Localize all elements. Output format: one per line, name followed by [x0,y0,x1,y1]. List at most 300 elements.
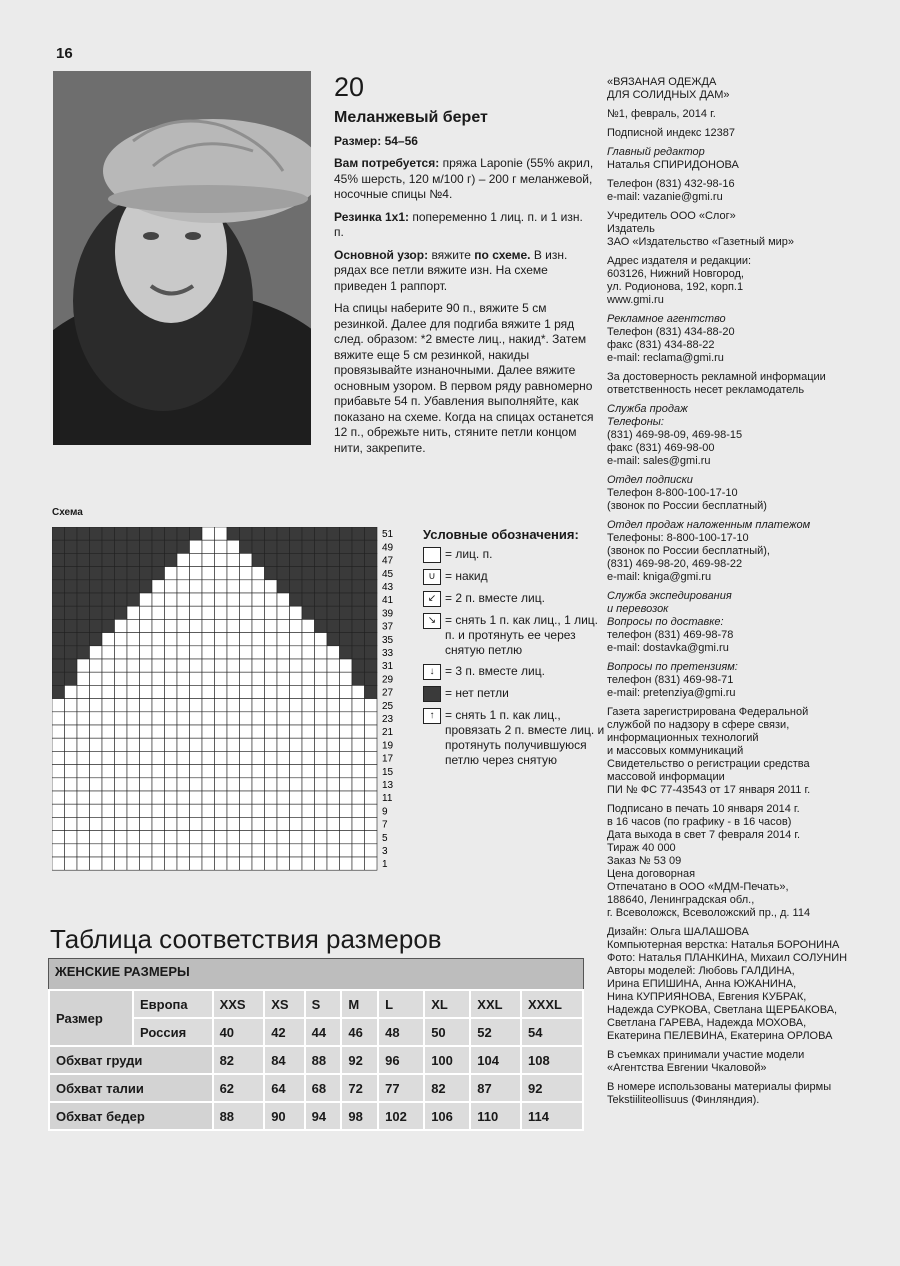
row-number: 33 [382,648,394,659]
stitch-cell [127,646,140,659]
stitch-cell [302,699,315,712]
stitch-cell [152,646,165,659]
no-stitch-cell [340,646,353,659]
stitch-cell [227,817,240,830]
stitch-cell [115,659,128,672]
no-stitch-cell [327,527,340,540]
stitch-cell [190,725,203,738]
stitch-cell [190,540,203,553]
stitch-cell [152,619,165,632]
row-number: 11 [382,793,393,805]
model-photo [53,71,311,445]
table-cell: 98 [341,1102,378,1130]
stitch-cell [290,738,303,751]
imprint-line: В съемках принимали участие модели [607,1049,805,1061]
no-stitch-cell [327,619,340,632]
row-number: 25 [382,700,394,712]
stitch-cell [215,567,228,580]
stitch-cell [215,619,228,632]
no-stitch-cell [65,646,78,659]
stitch-cell [327,672,340,685]
main-pattern-bold: по схеме. [474,247,531,262]
stitch-cell [327,817,340,830]
imprint-line: г. Всеволожск, Всеволожский пр., д. 114 [607,907,811,919]
no-stitch-cell [277,567,290,580]
imprint-group [607,146,897,172]
stitch-cell [140,633,153,646]
row-number: 49 [382,542,394,554]
stitch-cell [190,844,203,857]
legend-item [423,686,608,702]
stitch-cell [177,778,190,791]
no-stitch-cell [65,633,78,646]
stitch-cell [277,751,290,764]
imprint-line: ПИ № ФС 77-43543 от 17 января 2011 г. [607,784,811,796]
no-stitch-cell [52,646,65,659]
stitch-cell [352,751,365,764]
stitch-cell [190,685,203,698]
stitch-cell [202,738,215,751]
stitch-cell [165,685,178,698]
stitch-cell [290,646,303,659]
size-table [48,958,584,1131]
stitch-cell [90,659,103,672]
rib-line [334,210,596,241]
no-stitch-cell [77,527,90,540]
no-stitch-cell [152,553,165,566]
no-stitch-cell [77,540,90,553]
stitch-cell [77,659,90,672]
imprint-heading: Служба продаж [607,403,688,415]
stitch-cell [190,580,203,593]
stitch-cell [165,633,178,646]
stitch-cell [102,844,115,857]
no-stitch-cell [77,646,90,659]
stitch-cell [340,685,353,698]
stitch-cell [302,738,315,751]
stitch-cell [252,738,265,751]
stitch-cell [265,633,278,646]
stitch-cell [352,817,365,830]
legend-text: = нет петли [445,686,509,700]
no-stitch-cell [127,580,140,593]
stitch-cell [140,646,153,659]
row-number: 13 [382,780,394,791]
stitch-cell [127,633,140,646]
stitch-cell [127,857,140,870]
stitch-cell [227,619,240,632]
stitch-cell [65,738,78,751]
no-stitch-cell [365,580,378,593]
no-stitch-cell [65,659,78,672]
stitch-cell [340,738,353,751]
stitch-cell [290,725,303,738]
no-stitch-cell [65,567,78,580]
imprint-group [607,313,897,365]
stitch-cell [215,831,228,844]
no-stitch-cell [90,567,103,580]
no-stitch-cell [352,527,365,540]
no-stitch-cell [165,553,178,566]
stitch-cell [327,804,340,817]
no-stitch-cell [127,553,140,566]
imprint-group [607,1081,897,1107]
stitch-cell [352,804,365,817]
stitch-cell [202,685,215,698]
stitch-cell [190,553,203,566]
no-stitch-cell [315,593,328,606]
stitch-cell [252,831,265,844]
main-pattern-label: Основной узор: [334,247,429,262]
stitch-cell [215,685,228,698]
stitch-cell [190,567,203,580]
stitch-cell [177,567,190,580]
stitch-cell [102,738,115,751]
stitch-cell [277,778,290,791]
table-cell: XL [424,990,470,1018]
stitch-cell [90,765,103,778]
stitch-cell [265,646,278,659]
row-number: 35 [382,634,394,646]
stitch-cell [315,725,328,738]
no-stitch-cell [127,567,140,580]
imprint-line: (831) 469-98-20, 469-98-22 [607,558,743,570]
no-stitch-cell [140,567,153,580]
stitch-cell [215,659,228,672]
stitch-cell [252,619,265,632]
table-cell: M [341,990,378,1018]
table-cell: 54 [521,1018,583,1046]
stitch-cell [77,699,90,712]
stitch-cell [127,817,140,830]
no-stitch-cell [127,593,140,606]
table-cell: 77 [378,1074,424,1102]
imprint-group [607,76,897,102]
imprint-line: Подписано в печать 10 января 2014 г. [607,803,800,815]
no-stitch-cell [290,527,303,540]
imprint-line: Заказ № 53 09 [607,855,682,867]
no-stitch-cell [327,540,340,553]
table-cell: 44 [305,1018,342,1046]
imprint-line: Екатерина ПЕЛЕВИНА, Екатерина ОРЛОВА [607,1030,833,1042]
stitch-cell [240,672,253,685]
stitch-cell [265,791,278,804]
size-line [334,134,596,150]
stitch-cell [127,659,140,672]
stitch-cell [302,725,315,738]
imprint-line: Газета зарегистрирована Федеральной [607,706,809,718]
stitch-cell [140,659,153,672]
stitch-cell [290,817,303,830]
table-cell: 106 [424,1102,470,1130]
table-cell: 40 [213,1018,265,1046]
legend-text: = 2 п. вместе лиц. [445,591,545,605]
stitch-cell [177,751,190,764]
stitch-cell [327,791,340,804]
stitch-cell [340,804,353,817]
stitch-cell [65,844,78,857]
no-stitch-cell [302,527,315,540]
stitch-cell [102,791,115,804]
table-cell: 68 [305,1074,342,1102]
stitch-cell [252,804,265,817]
stitch-cell [202,791,215,804]
stitch-cell [265,751,278,764]
no-stitch-cell [327,593,340,606]
no-stitch-cell [52,619,65,632]
no-stitch-cell [65,553,78,566]
stitch-cell [102,817,115,830]
stitch-cell [127,791,140,804]
no-stitch-cell [340,553,353,566]
stitch-cell [165,593,178,606]
stitch-cell [315,844,328,857]
stitch-cell [215,646,228,659]
stitch-cell [152,751,165,764]
stitch-cell [102,646,115,659]
stitch-cell [290,831,303,844]
stitch-cell [340,751,353,764]
stitch-cell [277,593,290,606]
stitch-cell [352,844,365,857]
stitch-cell [227,831,240,844]
stitch-cell [315,738,328,751]
stitch-cell [340,817,353,830]
stitch-cell [177,817,190,830]
stitch-cell [90,725,103,738]
no-stitch-cell [52,672,65,685]
imprint-line: e-mail: pretenziya@gmi.ru [607,687,736,699]
stitch-cell [240,580,253,593]
row-number: 1 [382,859,388,871]
stitch-cell [77,738,90,751]
row-number: 31 [382,661,394,673]
stitch-cell [52,699,65,712]
no-stitch-cell [365,567,378,580]
stitch-cell [290,844,303,857]
stitch-cell [77,778,90,791]
stitch-cell [252,699,265,712]
no-stitch-cell [340,540,353,553]
imprint-line: Телефоны: 8-800-100-17-10 [607,532,749,544]
no-stitch-cell [90,593,103,606]
stitch-cell [277,738,290,751]
row-number: 39 [382,608,394,620]
stitch-cell [327,646,340,659]
imprint-group [607,371,897,397]
stitch-cell [127,765,140,778]
stitch-cell [202,751,215,764]
imprint-heading: Главный редактор [607,146,705,158]
row-number: 15 [382,766,394,778]
stitch-cell [140,857,153,870]
stitch-cell [302,844,315,857]
table-cell: 114 [521,1102,583,1130]
stitch-cell [140,712,153,725]
no-stitch-cell [152,540,165,553]
imprint-line: ЗАО «Издательство «Газетный мир» [607,236,795,248]
no-stitch-cell [115,527,128,540]
no-stitch-cell [352,633,365,646]
stitch-cell [227,685,240,698]
stitch-cell [340,712,353,725]
row-number: 43 [382,582,394,593]
stitch-cell [90,738,103,751]
stitch-cell [102,712,115,725]
imprint-line: ДЛЯ СОЛИДНЫХ ДАМ» [607,89,730,101]
stitch-cell [202,778,215,791]
no-stitch-cell [340,527,353,540]
stitch-cell [215,844,228,857]
legend-text: = снять 1 п. как лиц., провязать 2 п. вместе лиц. и протянуть получившуюся петлю через снятую [445,708,605,767]
stitch-cell [365,712,378,725]
stitch-cell [115,751,128,764]
stitch-cell [190,831,203,844]
stitch-cell [327,725,340,738]
stitch-cell [165,817,178,830]
no-stitch-cell [252,540,265,553]
stitch-cell [190,619,203,632]
no-stitch-cell [302,593,315,606]
row-number: 21 [382,727,394,739]
stitch-cell [290,778,303,791]
stitch-cell [302,685,315,698]
stitch-cell [315,791,328,804]
imprint-line: информационных технологий [607,732,759,744]
stitch-cell [215,738,228,751]
stitch-cell [302,633,315,646]
stitch-cell [277,725,290,738]
stitch-cell [240,778,253,791]
stitch-cell [177,831,190,844]
imprint-line: Дизайн: Ольга ШАЛАШОВА [607,926,749,938]
no-stitch-cell [315,540,328,553]
stitch-cell [65,831,78,844]
table-cell: 84 [264,1046,304,1074]
stitch-cell [240,857,253,870]
no-stitch-cell [365,633,378,646]
stitch-cell [277,804,290,817]
no-stitch-cell [340,580,353,593]
imprint-group [607,178,897,204]
stitch-cell [190,606,203,619]
imprint-line: Подписной индекс 12387 [607,127,736,139]
stitch-cell [290,791,303,804]
stitch-cell [277,712,290,725]
stitch-cell [127,699,140,712]
stitch-cell [215,765,228,778]
no-stitch-cell [65,606,78,619]
no-stitch-cell [302,567,315,580]
size-table-title: Таблица соответствия размеров [50,924,442,954]
stitch-cell [290,619,303,632]
stitch-cell [115,685,128,698]
stitch-cell [190,712,203,725]
stitch-cell [77,844,90,857]
measurement-label-cell: Обхват груди [49,1046,213,1074]
rib-label: Резинка 1x1: [334,209,409,224]
stitch-cell [202,659,215,672]
stitch-cell [190,751,203,764]
no-stitch-cell [265,540,278,553]
stitch-cell [240,804,253,817]
no-stitch-cell [190,527,203,540]
stitch-cell [202,540,215,553]
no-stitch-cell [52,633,65,646]
stitch-cell [240,831,253,844]
stitch-cell [315,699,328,712]
table-cell: 90 [264,1102,304,1130]
stitch-cell [190,633,203,646]
stitch-cell [302,751,315,764]
stitch-cell [165,725,178,738]
stitch-cell [165,765,178,778]
stitch-cell [102,699,115,712]
no-stitch-cell [115,553,128,566]
stitch-cell [90,646,103,659]
no-stitch-cell [77,633,90,646]
stitch-cell [52,804,65,817]
stitch-cell [240,725,253,738]
no-stitch-cell [140,540,153,553]
table-cell: 42 [264,1018,304,1046]
stitch-cell [177,685,190,698]
stitch-cell [327,685,340,698]
stitch-cell [290,699,303,712]
stitch-cell [252,712,265,725]
row-number: 27 [382,687,394,699]
table-cell: 50 [424,1018,470,1046]
table-cell: S [305,990,342,1018]
imprint-heading: Служба экспедирования [607,590,732,602]
row-number: 45 [382,568,394,580]
stitch-cell [177,804,190,817]
stitch-cell [215,817,228,830]
stitch-cell [127,672,140,685]
stitch-cell [190,659,203,672]
stitch-cell [152,817,165,830]
stitch-cell [90,817,103,830]
stitch-cell [227,844,240,857]
stitch-cell [65,778,78,791]
no-stitch-cell [65,619,78,632]
table-cell: 62 [213,1074,265,1102]
stitch-cell [290,804,303,817]
stitch-cell [227,804,240,817]
imprint-group [607,926,897,1043]
stitch-cell [140,699,153,712]
table-cell: XXXL [521,990,583,1018]
stitch-cell [52,765,65,778]
stitch-cell [152,791,165,804]
imprint-group [607,474,897,513]
stitch-cell [152,685,165,698]
imprint-line: Надежда СУРКОВА, Светлана ЩЕРБАКОВА, [607,1004,838,1016]
stitch-cell [227,553,240,566]
no-stitch-cell [65,540,78,553]
stitch-cell [277,659,290,672]
instructions-text: На спицы наберите 90 п., вяжите 5 см резинкой. Далее для подгиба вяжите 1 ряд след. образом: *2 вместе лиц., накид*. Затем вяжите еще 5 см резинкой, накиды провязывайте изнаночными. Далее вяжите основным узором. В первом ряду равномерно прибавьте 54 п. Убавления выполняйте, как показано на схеме. Когда на спицах останется 12 п., обрежьте нить, стяните петли концом нити, закрепите. [334,301,594,455]
stitch-cell [227,725,240,738]
no-stitch-cell [352,553,365,566]
stitch-cell [365,804,378,817]
sk2p-icon: ↑ [423,708,441,724]
stitch-cell [202,633,215,646]
stitch-cell [227,712,240,725]
k2tog-icon: ↙ [423,591,441,607]
stitch-cell [352,831,365,844]
imprint-line: Светлана ГАРЕВА, Надежда МОХОВА, [607,1017,807,1029]
